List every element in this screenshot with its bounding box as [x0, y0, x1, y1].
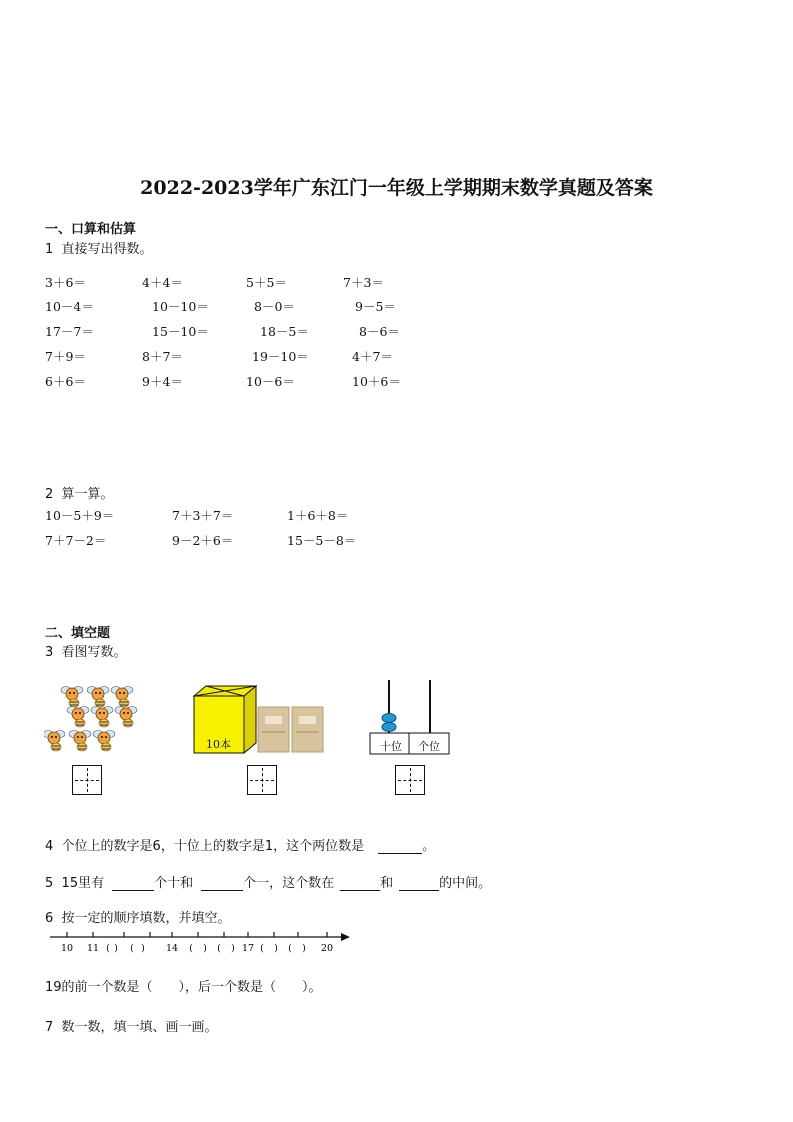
number-line-label: 11	[86, 943, 100, 954]
question-text: 和	[380, 876, 394, 891]
bee-icon	[111, 687, 133, 708]
number-line-label: (	[217, 943, 221, 954]
arith-problem: 4＋4＝	[142, 275, 183, 290]
arith-problem: 19－10＝	[252, 349, 309, 364]
arith-problem: 15－10＝	[152, 324, 209, 339]
bee-icon	[93, 731, 115, 752]
answer-box-notebooks[interactable]	[247, 765, 277, 795]
box-label: 10本	[206, 738, 231, 751]
arith-problem: 4＋7＝	[352, 349, 393, 364]
question-number: 5	[45, 876, 54, 891]
arith-problem: 10＋6＝	[352, 374, 401, 389]
arith-problem: 9＋4＝	[142, 374, 183, 389]
arith-problem: 18－5＝	[260, 324, 309, 339]
question-text: 数一数，填一填、画一画。	[61, 1020, 218, 1035]
answer-blank[interactable]	[378, 839, 422, 854]
answer-blank[interactable]	[340, 876, 380, 891]
number-line-label: 10	[60, 943, 74, 954]
number-line-label: (	[288, 943, 292, 954]
tens-label: 十位	[380, 740, 402, 753]
arith-problem: 15－5－8＝	[287, 533, 357, 548]
number-line	[48, 928, 354, 958]
number-line-label: )	[141, 943, 145, 954]
number-line-label: 14	[165, 943, 179, 954]
answer-box-bees[interactable]	[72, 765, 102, 795]
question-number: 6	[45, 911, 54, 926]
arith-problem: 7＋9＝	[45, 349, 86, 364]
question-3	[45, 641, 127, 660]
question-6	[45, 907, 231, 926]
question-text: 按一定的顺序填数，并填空。	[61, 911, 231, 926]
section-heading-2: 二、填空题	[45, 626, 111, 641]
bee-icon	[67, 707, 89, 728]
question-text: 15里有	[61, 876, 105, 891]
arith-problem: 7＋3＝	[343, 275, 384, 290]
arith-problem: 6＋6＝	[45, 374, 86, 389]
arith-problem: 8－6＝	[359, 324, 400, 339]
arith-problem: 5＋5＝	[246, 275, 287, 290]
q6-followup: 19的前一个数是（ ），后一个数是（ ）。	[45, 980, 322, 995]
question-text: 个位上的数字是6，十位上的数字是1，这个两位数是	[61, 839, 365, 854]
question-number: 2	[45, 487, 54, 502]
question-text: 的中间。	[439, 876, 492, 891]
arith-problem: 9－5＝	[355, 299, 396, 314]
arith-problem: 7＋3＋7＝	[172, 508, 234, 523]
question-text: 个一，这个数在	[243, 876, 335, 891]
section-heading-1: 一、口算和估算	[45, 222, 137, 237]
number-line-label: )	[114, 943, 118, 954]
arith-problem: 17－7＝	[45, 324, 94, 339]
arith-problem: 10－6＝	[246, 374, 295, 389]
question-number: 4	[45, 839, 54, 854]
number-line-label: )	[274, 943, 278, 954]
arith-problem: 8－0＝	[254, 299, 295, 314]
question-5	[45, 872, 491, 891]
question-1	[45, 238, 153, 257]
bee-icon	[115, 707, 137, 728]
bee-icon	[44, 731, 65, 752]
question-number: 3	[45, 645, 54, 660]
number-line-label: )	[231, 943, 235, 954]
arith-problem: 1＋6＋8＝	[287, 508, 349, 523]
question-4	[45, 835, 435, 854]
question-text-end: 。	[422, 839, 436, 854]
arith-problem: 3＋6＝	[45, 275, 86, 290]
bee-icon	[69, 731, 91, 752]
question-2	[45, 483, 114, 502]
arith-problem: 10－4＝	[45, 299, 94, 314]
bee-icon	[87, 687, 109, 708]
arith-problem: 10－5＋9＝	[45, 508, 115, 523]
number-line-label: (	[130, 943, 134, 954]
question-text: 直接写出得数。	[61, 242, 153, 257]
question-number: 1	[45, 242, 54, 257]
arith-problem: 8＋7＝	[142, 349, 183, 364]
answer-blank[interactable]	[399, 876, 439, 891]
question-text: 算一算。	[61, 487, 114, 502]
question-text: 看图写数。	[61, 645, 127, 660]
bee-icon	[61, 687, 83, 708]
question-number: 7	[45, 1020, 54, 1035]
number-line-label: 20	[320, 943, 334, 954]
number-line-label: (	[106, 943, 110, 954]
answer-box-abacus[interactable]	[395, 765, 425, 795]
number-line-label: )	[302, 943, 306, 954]
bee-icon	[91, 707, 113, 728]
number-line-label: (	[260, 943, 264, 954]
page-title: 2022-2023学年广东江门一年级上学期期末数学真题及答案	[140, 177, 653, 199]
number-line-label: (	[189, 943, 193, 954]
bees-illustration	[44, 684, 144, 762]
number-line-label: )	[203, 943, 207, 954]
ones-label: 个位	[418, 740, 440, 753]
arith-problem: 7＋7－2＝	[45, 533, 107, 548]
arith-problem: 9－2＋6＝	[172, 533, 234, 548]
question-7	[45, 1016, 218, 1035]
answer-blank[interactable]	[201, 876, 243, 891]
number-line-label: 17	[241, 943, 255, 954]
question-text: 个十和	[154, 876, 194, 891]
arith-problem: 10－10＝	[152, 299, 209, 314]
answer-blank[interactable]	[112, 876, 154, 891]
